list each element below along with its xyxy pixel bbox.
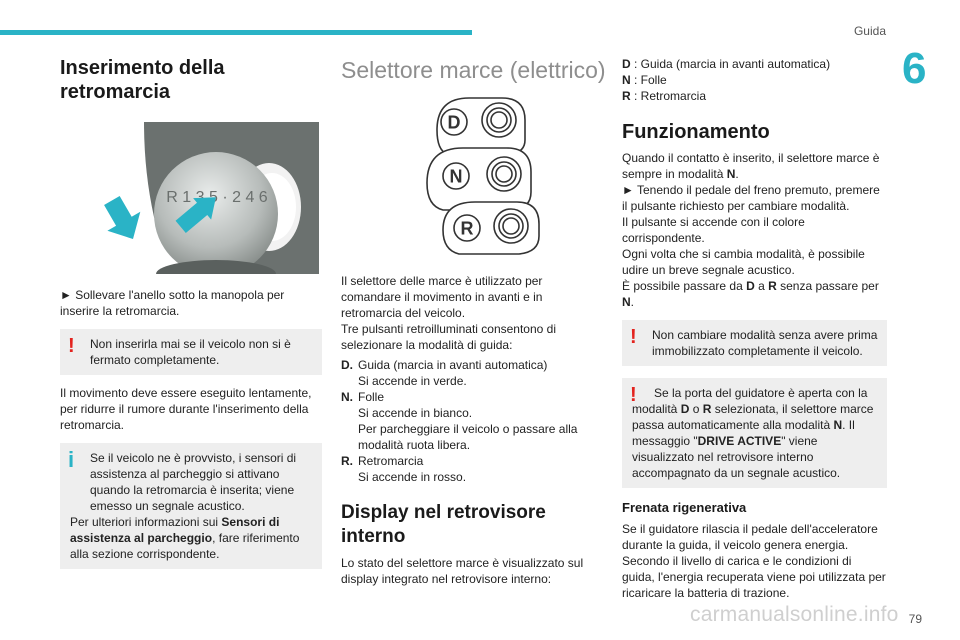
section-name: Guida [853,24,886,38]
operation-p5: È possibile passare da D a R senza passare per N. [622,279,879,309]
regen-subtitle: Frenata rigenerativa [622,500,747,515]
gear-knob-illustration [74,122,319,274]
watermark: carmanualsonline.info [690,603,899,626]
operation-p4: Ogni volta che si cambia modalità, è possibile udire un breve segnale acustico. [622,247,865,277]
chapter-number: 6 [902,44,927,93]
header-accent-bar [0,30,472,35]
selector-intro2: Tre pulsanti retroilluminati consentono di selezionare la modalità di guida: [341,322,556,352]
mode-item-r: R. Retromarcia Si accende in rosso. [341,454,467,484]
legend-n: N : Folle [622,73,667,87]
warning-icon: ! [630,384,637,406]
operation-p3: Il pulsante si accende con il colore corrispondente. [622,215,805,245]
info-box: i Se il veicolo ne è provvisto, i sensori di assistenza al parcheggio si attivano quando la retromarcia è inserita; viene emesso un segnale acustico. Per ulteriori informazioni sui Sensori di assistenza al parcheggio, fare riferimento alla sezione corrispondente. [60,443,322,569]
page-number: 79 [908,612,922,626]
selector-button-r: R [460,218,474,239]
mode-item-n: N. Folle Si accende in bianco. Per parcheggiare il veicolo o passare alla modalità ruota libera. [341,390,578,452]
operation-title: Funzionamento [622,121,770,143]
regen-text: Se il guidatore rilascia il pedale dell'acceleratore durante la guida, il veicolo genera energia. Secondo il livello di carica e le condizioni di guida, l'energia recuperata viene poi utilizzata per ricaricare la batteria di trazione. [622,522,886,600]
reverse-step: ► Sollevare l'anello sotto la manopola per inserire la retromarcia. [60,288,285,318]
reverse-para: Il movimento deve essere eseguito lentamente, per ridurre il rumore durante l'inserimento della retromarcia. [60,386,312,432]
info-ref: Per ulteriori informazioni sui Sensori di assistenza al parcheggio, fare riferimento alla sezione corrispondente. [70,515,300,561]
warning-box-modes: ! Non cambiare modalità senza avere prima immobilizzato completamente il veicolo. [622,320,887,366]
mode-item-d: D. Guida (marcia in avanti automatica) Si accende in verde. [341,358,548,388]
legend-d: D : Guida (marcia in avanti automatica) [622,57,831,71]
reverse-title: Inserimento della retromarcia [60,57,225,103]
selector-intro: Il selettore delle marce è utilizzato per comandare il movimento in avanti e in retromarcia del veicolo. [341,274,543,320]
warning-box: ! Non inserirla mai se il veicolo non si è fermato completamente. [60,329,322,375]
mode-legend [622,56,887,104]
warning-icon: ! [68,335,75,357]
column-operation [622,56,887,601]
operation-p1: Quando il contatto è inserito, il selettore marce è sempre in modalità N. [622,151,880,181]
legend-r: R : Retromarcia [622,89,707,103]
display-text: Lo stato del selettore marce è visualizzato sul display integrato nel retrovisore interno: [341,556,584,586]
warning-icon: ! [630,326,637,348]
column-reverse-gear [60,56,322,569]
selector-title: Selettore marce (elettrico) [341,57,606,83]
operation-p2: ► Tenendo il pedale del freno premuto, premere il pulsante richiesto per cambiare modalità. [622,183,880,213]
selector-button-n: N [449,166,463,187]
gear-selector-illustration [407,90,547,258]
warning-box-door: ! Se la porta del guidatore è aperta con la modalità D o R selezionata, il selettore marce passa automaticamente alla modalità N. Il messaggio "DRIVE ACTIVE" viene visualizzato nel retrovisore interno accompagnato da un segnale acustico. [622,378,887,488]
gear-knob-marks: R 1 3 5 · 2 4 6 [166,189,268,206]
column-gear-selector [341,56,606,587]
mode-list [341,357,603,485]
selector-button-d: D [447,112,461,133]
display-title: Display nel retrovisore interno [341,502,546,547]
info-icon: i [68,447,75,472]
